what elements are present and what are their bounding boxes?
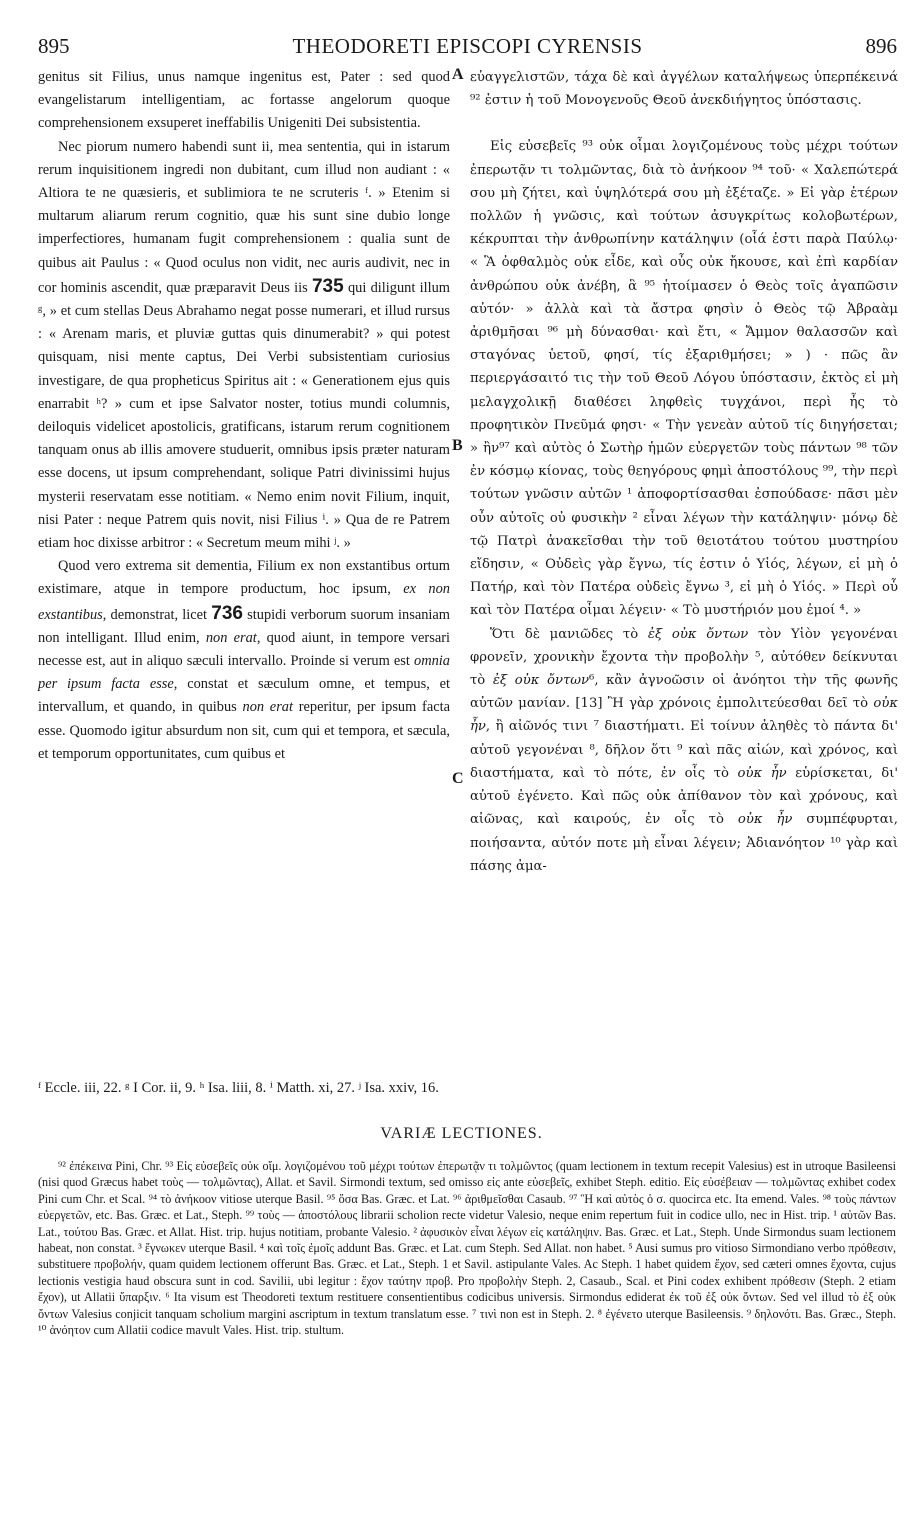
- latin-paragraph-3d: , quod aiunt, in tempore versari necesse est, aut in aliquo sæculi intervallo. Proinde si verum est: [38, 629, 450, 670]
- greek-italic-3: οὐκ ἦν: [470, 696, 898, 735]
- latin-paragraph-2b: qui diligunt illum ᵍ, » et cum stellas Deus Abrahamo negat posse numerari, et illud rursus : « Arenam maris, et pluviæ guttas quis dinumerabit? » qui potest quisquam, nisi mente captus, Dei Verbi subsistentiam curiosius investigare, de qua propheticus Spiritus ait : « Generationem ejus quis enarrabit ʰ? » cum et ipse Salvator noster, totius mundi columnis, deiloquis videlicet apostolicis, gratificans, istarum rerum cognitionem tanquam onus ab illis amovere studuerit, omnibus ipsis præter naturam esse docens, ut ipsum comprehendant, solique Patri divinissimi hujus mysterii reservatam esse notitiam. « Nemo enim novit Filium, inquit, nisi Pater : neque Patrem quis novit, nisi Filius ⁱ. » Qua de re Patrem etiam hoc dixisse arbitror : « Secretum meum mihi ʲ. »: [38, 279, 450, 552]
- latin-paragraph-3b: , demonstrat, licet: [102, 606, 208, 623]
- latin-italic-4: non erat: [242, 699, 293, 716]
- latin-paragraph-3a: Quod vero extrema sit dementia, Filium ex non exstantibus ortum existimare, atque in tempore productum, hoc ipsum,: [38, 558, 450, 598]
- latin-italic-2: non erat: [205, 629, 257, 646]
- latin-paragraph-2: [38, 136, 450, 556]
- latin-paragraph-1: genitus sit Filius, unus namque ingenitus est, Pater : sed quod evangelistarum intelligentiam, ac fortasse angelorum quoque comprehensionem exsuperet ineffabilis Unigeniti Dei subsistentia.: [38, 69, 450, 132]
- greek-paragraph-3f: συμπέφυρται, ποιήσαντα, αὐτόν ποτε μὴ εἶναι λέγειν; Ἀδιανόητον ¹⁰ γὰρ καὶ πάσης ἀμα-: [470, 812, 898, 874]
- greek-italic-2: ἐξ οὐκ ὄντων: [492, 673, 590, 689]
- page-number-right: 896: [865, 34, 897, 58]
- greek-paragraph-2: Εἰς εὐσεβεῖς ⁹³ οὐκ οἶμαι λογιζομένους τοὺς μέχρι τούτων ἐπερωτᾷν τι τολμῶντας, διὰ τὸ ἀνήκοον ⁹⁴ τοῦ· « Χαλεπώτερά σου μὴ ζήτει, καὶ ὑψηλότερά σου μὴ ἐξέταζε. » Εἰ γὰρ ἑτέρων πολλῶν ἡ γνῶσις, καὶ τούτων ἀσυγκρίτως κολοβωτέρων, κέκρυπται τὴν ἀνθρωπίνην κατάληψιν (οἷά ἐστι παρὰ Παύλῳ· « Ἃ ὀφθαλμὸς οὐκ εἶδε, καὶ οὖς οὐκ ἤκουσε, καὶ ἐπὶ καρδίαν ἀνθρώπου οὐκ ἀνέβη, ἃ ⁹⁵ ἡτοίμασεν ὁ Θεὸς τοῖς ἀγαπῶσιν αὐτόν· » ἀλλὰ καὶ τὰ ἄστρα φησὶν ὁ Θεὸς τῷ Ἀβραὰμ ἀριθμῆσαι ⁹⁶ μὴ δύνασθαι· καὶ ἔτι, « Ἄμμον θαλασσῶν καὶ σταγόνας ὑετοῦ, φησί, τίς ἐξαριθμήσει; » ) · πῶς ἂν περιεργάσαιτό τις τὴν τοῦ Θεοῦ Λόγου ὑπόστασιν, ἐκτὸς εἰ μὴ μελαγχολικῇ διαθέσει ληφθεὶς τυγχάνοι, περὶ ἧς τὸ προφητικὸν Πνεῦμά φησι· « Τὴν γενεὰν αὐτοῦ τίς διηγήσεται; » ἢν⁹⁷ καὶ αὐτὸς ὁ Σωτὴρ ἡμῶν εὐεργετῶν τοὺς πάντων ⁹⁸ τῶν ἐν κόσμῳ κίονας, τοὺς θεηγόρους φημὶ ἀποστόλους ⁹⁹, τὴν περὶ τούτων γνῶσιν αὐτῶν ¹ ἀποφορτίσασθαι ἐσπούδασε· πᾶσι μὲν οὖν αὐτοῖς οὐ φυσικὴν ² εἶναι λέγων τὴν κατάληψιν· μόνῳ δὲ τῷ Πατρὶ ἀνακεῖσθαι τὴν τοῦ θειοτάτου τούτου μυστηρίου εἴδησιν, « Οὐδεὶς γὰρ ἔγνω, τίς ἐστιν ὁ Υἱός, λέγων, εἰ μὴ ὁ Πατήρ, καὶ τὸν Πατέρα οὐδεὶς ἔγνω ³, εἰ μὴ ὁ Υἱός. » Περὶ οὗ καὶ τὸν Πατέρα οἶμαι λέγειν· « Τὸ μυστήριόν μου ἐμοί ⁴. »: [470, 139, 898, 619]
- greek-paragraph-3a: Ὅτι δὲ μανιῶδες τὸ: [490, 626, 639, 642]
- greek-paragraph-1: εὐαγγελιστῶν, τάχα δὲ καὶ ἀγγέλων καταλήψεως ὑπερπέκεινά ⁹² ἐστιν ἡ τοῦ Μονογενοῦς Θεοῦ ἀνεκδιήγητος ὑπόστασις.: [470, 70, 898, 109]
- greek-paragraph-3c: ⁶, κἂν ἀγνοῶσιν οἱ ἀνόητοι τὴν τῆς φωνῆς αὐτῶν μανίαν. [13] Ἢ γὰρ χρόνοις ἐμπολιτεύεσθαι δεῖ τὸ: [470, 673, 898, 712]
- latin-paragraph-2a: Nec piorum numero habendi sunt ii, mea sententia, qui in istarum rerum inquisitionem ingredi non dubitant, cum illud non audiant : « Altiora te ne quæsieris, et sublimiora te ne scruteris ᶠ. » Etenim si multarum aliarum rerum cognitio, quæ his sunt sine dubio longe imperfectiores, humanam fugit comprehensionem : qualia sunt de quibus ait Paulus : « Quod oculus non vidit, nec auris audivit, nec in cor hominis ascendit, quæ præparavit Deus iis: [38, 138, 450, 296]
- margin-letter-b: B: [452, 437, 463, 454]
- greek-italic-1: ἐξ οὐκ ὄντων: [647, 626, 749, 642]
- latin-column: [38, 66, 450, 766]
- latin-paragraph-3e: , constat et sæculum omne, et tempus, et intervallum, et quando, in quibus: [38, 676, 450, 716]
- variae-lectiones-title: VARIÆ LECTIONES.: [380, 1125, 543, 1142]
- column-number-736: 736: [211, 602, 243, 624]
- margin-letter-c: C: [452, 770, 464, 787]
- greek-italic-4: οὐκ ἦν: [737, 765, 787, 781]
- page-number-left: 895: [38, 34, 70, 58]
- greek-paragraph-3d: , ἢ αἰῶνός τινι ⁷ διαστήματι. Εἰ τοίνυν ἀληθὲς τὸ πάντα δι' αὐτοῦ γεγονέναι ⁸, δῆλον ὅτι ⁹ καὶ πᾶς αἰών, καὶ χρόνος, καὶ διαστήματα, καὶ τὸ πότε, ἐν οἷς τὸ: [470, 719, 898, 781]
- scripture-references: ᶠ Eccle. iii, 22. ᵍ I Cor. ii, 9. ʰ Isa. liii, 8. ⁱ Matth. xi, 27. ʲ Isa. xxiv, 16.: [38, 1080, 439, 1096]
- running-header: [38, 34, 897, 60]
- greek-paragraph-3e: εὑρίσκεται, δι' αὐτοῦ ἐγένετο. Καὶ πῶς οὐκ ἀπίθανον τὸν καὶ χρόνους, καὶ αἰῶνας, καὶ καιρούς, ἐν οἷς τὸ: [470, 765, 898, 828]
- greek-paragraph-3: [470, 623, 898, 878]
- running-title: THEODORETI EPISCOPI CYRENSIS: [292, 34, 643, 58]
- latin-paragraph-3c: stupidi verborum suorum insaniam non intelligant. Illud enim,: [38, 606, 450, 646]
- latin-paragraph-3: [38, 555, 450, 766]
- latin-italic-1: ex non exstantibus: [38, 581, 450, 623]
- column-number-735: 735: [311, 275, 344, 297]
- variae-lectiones-text: ⁹² ἐπέκεινα Pini, Chr. ⁹³ Εἰς εὐσεβεῖς οὐκ οἴμ. λογιζομένου τοῦ μέχρι τούτων ἐπερωτᾷν τι τολμῶντος (quam lectionem in textum recepit Valesius) est in utroque Basileensi (nisi quod Græcus habet τοὺς — τολμῶντας), Allat. et Savil. Sirmondi textum, sed omisso εἰς ante εὐσεβεῖς, exhibet Steph. editio. Εἰς εὐσέβειαν — τολμῶντας exhibet codex Pini cum Chr. et Scal. ⁹⁴ τὸ ἀνήκοον vitiose uterque Basil. ⁹⁵ ὅσα Bas. Græc. et Lat. ⁹⁶ ἀριθμεῖσθαι Casaub. ⁹⁷ Ἣ καὶ αὐτὸς ὁ σ. quocirca etc. Ita emend. Vales. ⁹⁸ τοὺς πάντων εὐεργετῶν, etc. Bas. Græc. et Lat., Steph. ⁹⁹ τοὺς — ἀποστόλους librarii scholion recte videtur Valesio, neque enim repertum fuit in codice ullo, nec in Hist. trip. ¹ αὐτῶν Bas. Lat., τούτου Bas. Græc. et Allat. Hist. trip. hujus notitiam, probante Valesio. ² ἀφυσικὸν εἶναι λέγων εἰς κατάληψιν. Bas. Græc. et Lat., Steph. Unde Sirmondus suam lectionem habeat, non constat. ³ ἔγνωκεν uterque Basil. ⁴ καὶ τοῖς ἐμοῖς addunt Bas. Græc. et Lat. cum Steph. Sed Allat. non habet. ⁵ Ausi sumus pro vitioso Sirmondiano verbo πρόθεσιν, substituere προβολήν, quam quidem lectionem offerunt Bas. Græc. et Lat., Steph. 1 et Savil. astipulante Vales. Ac Steph. 1 habet quidem ἔχον, sed cæteri omnes ἔχοντα, cujus lectionis vestigia haud obscura sunt in cod. Savilii, ubi legitur : ἔχον ταύτην προβ. Pro προβολὴν Steph. 2, Casaub., Scal. et Pini codex exhibent πρόθεσιν (Steph. 2 etiam ἔχον), ut Allatii ὕπαρξιν. ⁶ Ita visum est Theodoreti textum restituere consentientibus codicibus universis. Sirmondus ediderat ἐκ τοῦ ἐξ οὐκ ὄντων. Sed vel illud τὸ ἐξ οὐκ ὄντων Valesius conjicit tanquam scholium margini ascriptum in textum translatum esse. ⁷ τινὶ non est in Steph. 2. ⁸ ἐγένετο uterque Basileensis. ⁹ δηλονότι. Bas. Græc., Steph. ¹⁰ ἀνόητον cum Allatii codice mavult Vales. Hist. trip. stultum.: [38, 1159, 896, 1338]
- greek-paragraph-3b: τὸν Υἱὸν γεγονέναι φρονεῖν, χρονικὴν ἔχοντα τὴν προβολὴν ⁵, αὐτόθεν δείκνυται τὸ: [470, 626, 898, 689]
- latin-italic-3: omnia per ipsum facta esse: [38, 653, 450, 693]
- latin-paragraph-3f: reperitur, per ipsum facta esse. Quomodo igitur absurdum non sit, cum qui et tempora, et sæcula, et temporum opportunitates, cum quibus et: [38, 699, 450, 762]
- variae-lectiones: [38, 1158, 896, 1338]
- margin-letter-a: A: [452, 66, 464, 83]
- greek-italic-5: οὐκ ἦν: [737, 812, 793, 828]
- greek-column: [470, 66, 898, 878]
